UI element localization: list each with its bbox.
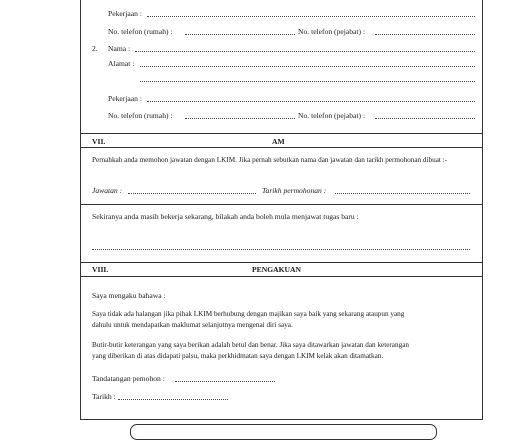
- section7-application-date-label: Tarikh permohonan :: [262, 186, 327, 195]
- section7-header-rule: [80, 147, 482, 148]
- referee2-occupation-field[interactable]: [147, 101, 475, 102]
- referee2-home-phone-field[interactable]: [185, 118, 295, 119]
- office-use-box: [130, 424, 437, 440]
- section8-number: VIII.: [92, 265, 109, 274]
- section7-previous-application-question: Pernahkah anda memohon jawatan dengan LKIM. Jika pernah sebutkan nama dan jawatan dan tarikh permohonan dibuat :-: [92, 156, 448, 164]
- section7-position-field[interactable]: [128, 193, 256, 194]
- section8-paragraph2-line1: Butir-butir keterangan yang saya berikan adalah betul dan benar. Jika saya ditawarkan jawatan dan keterangan: [92, 341, 409, 349]
- section7-position-label: Jawatan :: [92, 186, 123, 195]
- section7-number: VII.: [92, 137, 106, 146]
- referee2-name-label: Nama :: [108, 44, 131, 53]
- referee2-home-phone-label: No. telefon (rumah) :: [108, 111, 173, 120]
- referee1-occupation-label: Pekerjaan :: [108, 9, 142, 18]
- referee2-number: 2.: [92, 44, 98, 53]
- referee1-home-phone-field[interactable]: [185, 34, 295, 35]
- section8-intro: Saya mengaku bahawa :: [92, 291, 166, 300]
- section8-date-field[interactable]: [118, 399, 228, 400]
- referee2-address-field-1[interactable]: [140, 66, 475, 67]
- section7-middle-rule: [80, 204, 482, 205]
- referee2-name-field[interactable]: [135, 51, 475, 52]
- section7-application-date-field[interactable]: [335, 193, 470, 194]
- section8-paragraph2-line2: yang diberikan di atas didapati palsu, maka perkhidmatan saya dengan LKIM kelak akan ditamatkan.: [92, 352, 384, 360]
- referee2-office-phone-field[interactable]: [375, 118, 475, 119]
- section7-availability-question: Sekiranya anda masih bekerja sekarang, bilakah anda boleh mula menjawat tugas baru :: [92, 212, 359, 221]
- referee2-occupation-label: Pekerjaan :: [108, 94, 142, 103]
- referee2-office-phone-label: No. telefon (pejabat) :: [298, 111, 366, 120]
- referee1-office-phone-label: No. telefon (pejabat) :: [298, 27, 366, 36]
- section7-title: AM: [272, 137, 285, 146]
- referee1-occupation-field[interactable]: [147, 16, 475, 17]
- section7-top-rule: [80, 133, 482, 134]
- referee2-address-label: Alamat :: [108, 59, 135, 68]
- referee2-address-field-2[interactable]: [140, 81, 475, 82]
- section8-signature-label: Tandatangan pemohon :: [92, 374, 165, 383]
- referee1-office-phone-field[interactable]: [375, 34, 475, 35]
- section8-header-rule: [80, 276, 482, 277]
- section8-signature-field[interactable]: [175, 381, 275, 382]
- referee1-home-phone-label: No. telefon (rumah) :: [108, 27, 173, 36]
- section8-title: PENGAKUAN: [252, 265, 301, 274]
- section8-paragraph1-line2: dahulu untuk mendapatkan maklumat selanjutnya mengenai diri saya.: [92, 321, 293, 329]
- section8-date-label: Tarikh :: [92, 392, 116, 401]
- section8-top-rule: [80, 262, 482, 263]
- section8-paragraph1-line1: Saya tidak ada halangan jika pihak LKIM berhubung dengan majikan saya baik yang sekarang ataupun yang: [92, 310, 405, 318]
- section7-availability-field[interactable]: [92, 249, 470, 250]
